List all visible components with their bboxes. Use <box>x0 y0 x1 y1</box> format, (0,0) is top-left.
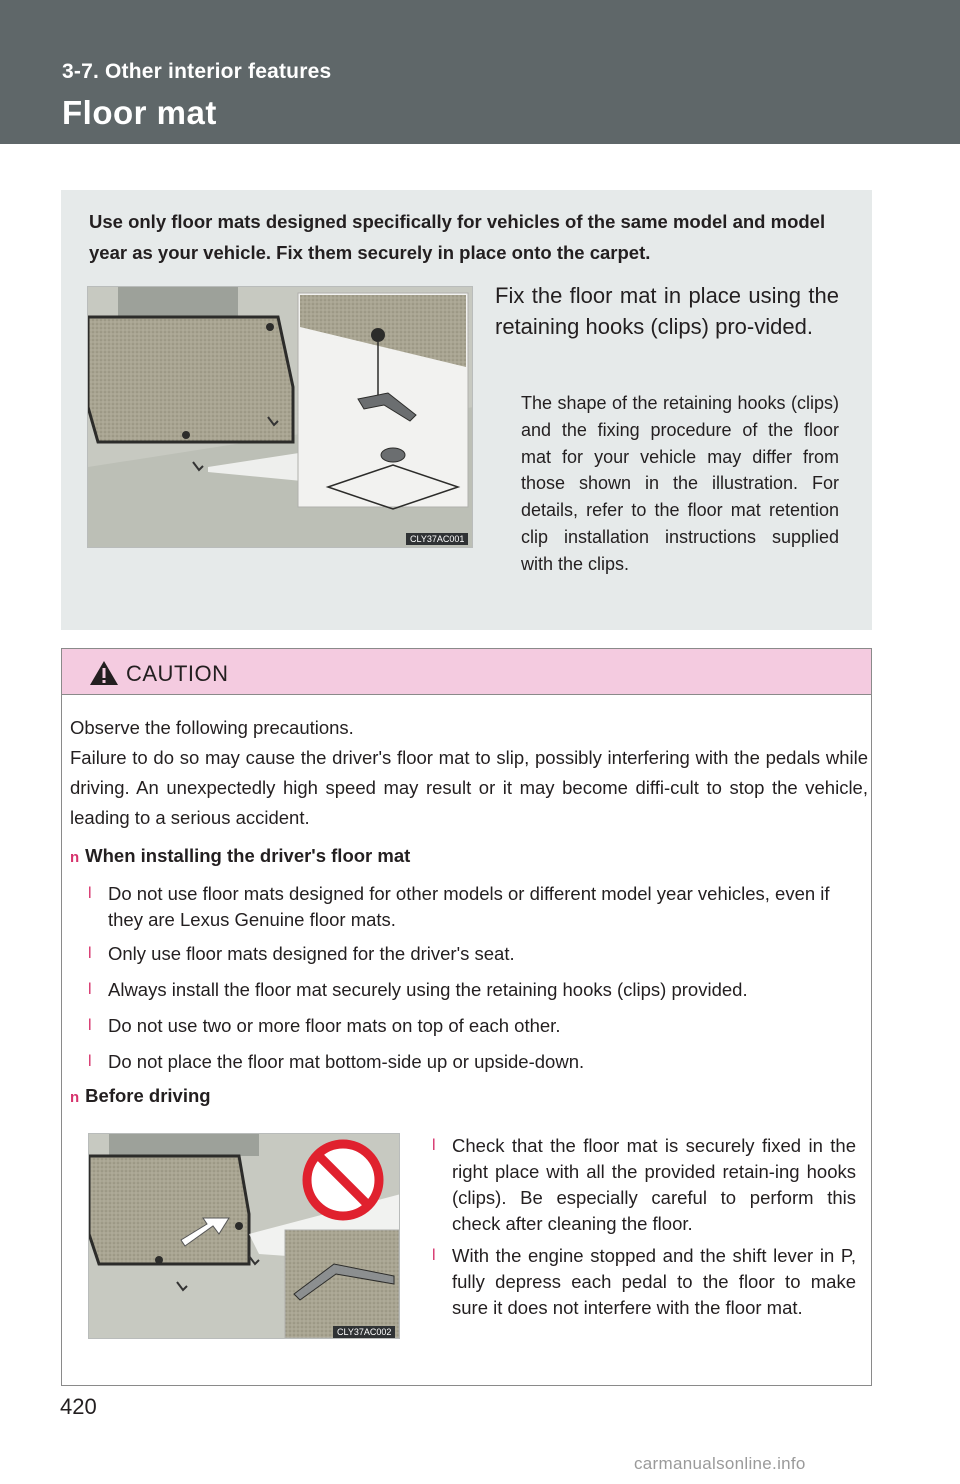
warning-icon <box>89 660 119 686</box>
bullet-marker: n <box>70 1089 80 1106</box>
floor-mat-clip-illustration <box>88 287 473 548</box>
subhead-installing <box>70 845 410 867</box>
list-item-text: Only use floor mats designed for the driver's seat. <box>108 943 515 964</box>
section-title: 3-7. Other interior features <box>62 60 332 83</box>
bullet-marker: l <box>432 1137 436 1154</box>
figure-code: CLY37AC001 <box>406 533 468 545</box>
list-item-text: Always install the floor mat securely using the retaining hooks (clips) provided. <box>108 979 748 1000</box>
intro-text: Use only floor mats designed specifically for vehicles of the same model and model year as your vehicle. Fix them securely in place onto the carpet. <box>89 211 826 263</box>
subhead-before-driving-label: Before driving <box>85 1085 211 1106</box>
figure-code: CLY37AC002 <box>333 1326 395 1338</box>
caution-intro-line1: Observe the following precautions. <box>70 717 354 738</box>
note-text: The shape of the retaining hooks (clips) and the fixing procedure of the floor mat for your vehicle may differ from those shown in the illustration. For details, refer to the floor mat retention clip installation instructions supplied with the clips. <box>521 393 839 574</box>
list-item-text: Do not use two or more floor mats on top of each other. <box>108 1015 561 1036</box>
bullet-marker: l <box>88 1053 92 1070</box>
bullet-marker: l <box>432 1247 436 1264</box>
subhead-installing-label: When installing the driver's floor mat <box>85 845 411 866</box>
info-box <box>61 190 872 630</box>
page-title: Floor mat <box>62 94 217 131</box>
list-item <box>88 1013 860 1039</box>
pedal-check-illustration <box>88 1133 400 1339</box>
bullet-marker: l <box>88 885 92 902</box>
caution-label: CAUTION <box>126 661 229 686</box>
page-number: 420 <box>60 1394 97 1419</box>
list-item-text: Do not use floor mats designed for other models or different model year vehicles, even if they are Lexus Genuine floor mats. <box>108 883 830 930</box>
list-item <box>88 881 860 933</box>
bullet-marker: l <box>88 945 92 962</box>
bullet-marker: l <box>88 1017 92 1034</box>
list-item-text: Do not place the floor mat bottom-side up or upside-down. <box>108 1051 585 1072</box>
main-instruction: Fix the floor mat in place using the retaining hooks (clips) pro-vided. <box>495 283 839 339</box>
bullet-marker: n <box>70 849 80 866</box>
list-item <box>432 1133 856 1237</box>
list-item <box>88 1049 860 1075</box>
list-item <box>88 941 860 967</box>
list-item-text: Check that the floor mat is securely fixed in the right place with all the provided retain-ing hooks (clips). Be especially careful to perform this check after cleaning the floor. <box>452 1135 856 1234</box>
bullet-marker: l <box>88 981 92 998</box>
list-item-text: With the engine stopped and the shift lever in P, fully depress each pedal to the floor to make sure it does not interfere with the floor mat. <box>452 1245 856 1318</box>
subhead-before-driving <box>70 1085 211 1107</box>
caution-header <box>62 649 871 695</box>
floor-mat-illustration <box>87 286 473 548</box>
caution-intro-line2: Failure to do so may cause the driver's floor mat to slip, possibly interfering with the pedals while driving. An unexpectedly high speed may result or it may become diffi-cult to stop the vehicle, leading to a serious accident. <box>70 747 868 828</box>
caution-box <box>61 648 872 1386</box>
list-item <box>88 977 860 1003</box>
prohibited-mat-illustration <box>89 1134 400 1339</box>
list-item <box>432 1243 856 1321</box>
watermark: carmanualsonline.info <box>634 1454 806 1473</box>
page-header <box>0 0 960 144</box>
